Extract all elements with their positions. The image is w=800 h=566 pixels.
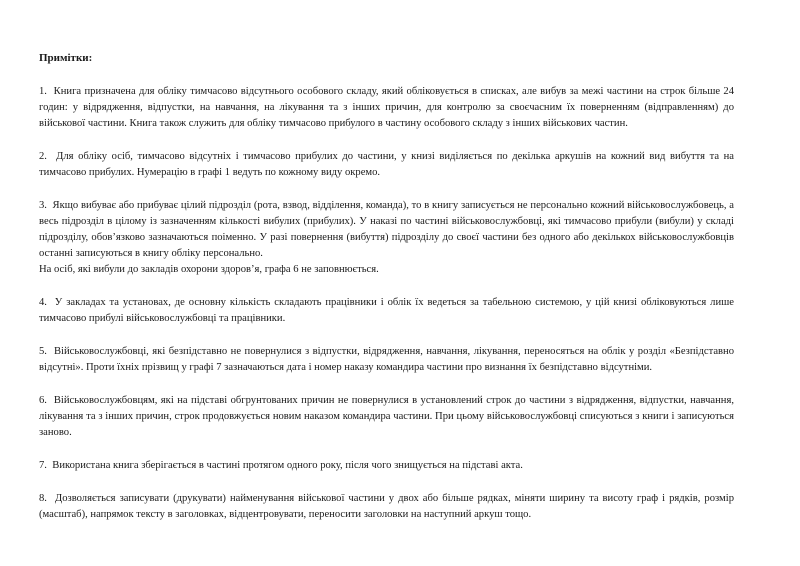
note-text: Дозволяється записувати (друкувати) найменування військової частини у двох або більше рядках, міняти ширину та висоту граф і рядків, розмір (масштаб), напрямок тексту в заголовках, відцентровувати, переносити заголовки на наступний аркуш тощо.: [39, 493, 735, 520]
notes-heading: Примітки:: [39, 52, 93, 64]
note-extra-text: На осіб, які вибули до закладів охорони здоров’я, графа 6 не заповнюється.: [39, 264, 379, 275]
note-number: 6.: [39, 395, 47, 406]
note-number: 7.: [39, 460, 47, 471]
note-item: [39, 84, 734, 132]
note-text: Книга призначена для обліку тимчасово відсутнього особового складу, який обліковується в списках, але вибув за межі частини на строк більше 24 годин: у відрядження, відпустки, на навчання, на лікування та з інших причин, для контролю за своєчасним їх поверненням (відправленням) до військової частини. Книга також служить для обліку тимчасово прибулого в частину особового складу з інших військових частин.: [39, 86, 735, 129]
note-number: 3.: [39, 200, 47, 211]
note-item: [39, 295, 734, 327]
note-item: [39, 393, 734, 441]
note-number: 5.: [39, 346, 47, 357]
note-number: 8.: [39, 493, 47, 504]
note-item: [39, 198, 734, 278]
note-text: Якщо вибуває або прибуває цілий підрозділ (рота, взвод, відділення, команда), то в книгу записується не персонально кожний військовослужбовець, а весь підрозділ в цілому із зазначенням кількості вибулих (прибулих). У наказі по частині військовослужбовці, які тимчасово прибули (вибули) у складі підрозділу, обов’язково зазначаються поіменно. У разі повернення (вибуття) підрозділу до своєї частини без одного або декількох військовослужбовців останні записуються в книгу обліку персонально.: [39, 200, 734, 259]
note-text: У закладах та установах, де основну кількість складають працівники і облік їх ведеться за табельною системою, у цій книзі обліковуються лише тимчасово прибулі військовослужбовці та працівники.: [39, 297, 735, 324]
note-text: Використана книга зберігається в частині протягом одного року, після чого знищується на підставі акта.: [52, 460, 523, 471]
note-item: [39, 149, 734, 181]
notes-page: [39, 51, 734, 540]
note-number: 1.: [39, 86, 47, 97]
note-item: [39, 344, 734, 376]
note-number: 2.: [39, 151, 47, 162]
note-text: Для обліку осіб, тимчасово відсутніх і тимчасово прибулих до частини, у книзі виділяється по декілька аркушів на кожний вид вибуття та на тимчасово прибулих. Нумерацію в графі 1 ведуть по кожному виду окремо.: [39, 151, 735, 178]
note-text: Військовослужбовці, які безпідставно не повернулися з відпустки, відрядження, навчання, лікування, переносяться на облік у розділ «Безпідставно відсутні». Проти їхніх прізвищ у графі 7 зазначаються дата і номер наказу командира частини про визнання їх безпідставно відсутніми.: [39, 346, 735, 373]
note-number: 4.: [39, 297, 47, 308]
note-text: Військовослужбовцям, які на підставі обгрунтованих причин не повернулися в установлений строк до частини з відрядження, відпустки, навчання, лікування та з інших причин, строк продовжується новим наказом командира частини. При цьому військовослужбовці списуються з книги і записуються заново.: [39, 395, 734, 438]
note-item: [39, 458, 734, 474]
note-item: [39, 491, 734, 523]
